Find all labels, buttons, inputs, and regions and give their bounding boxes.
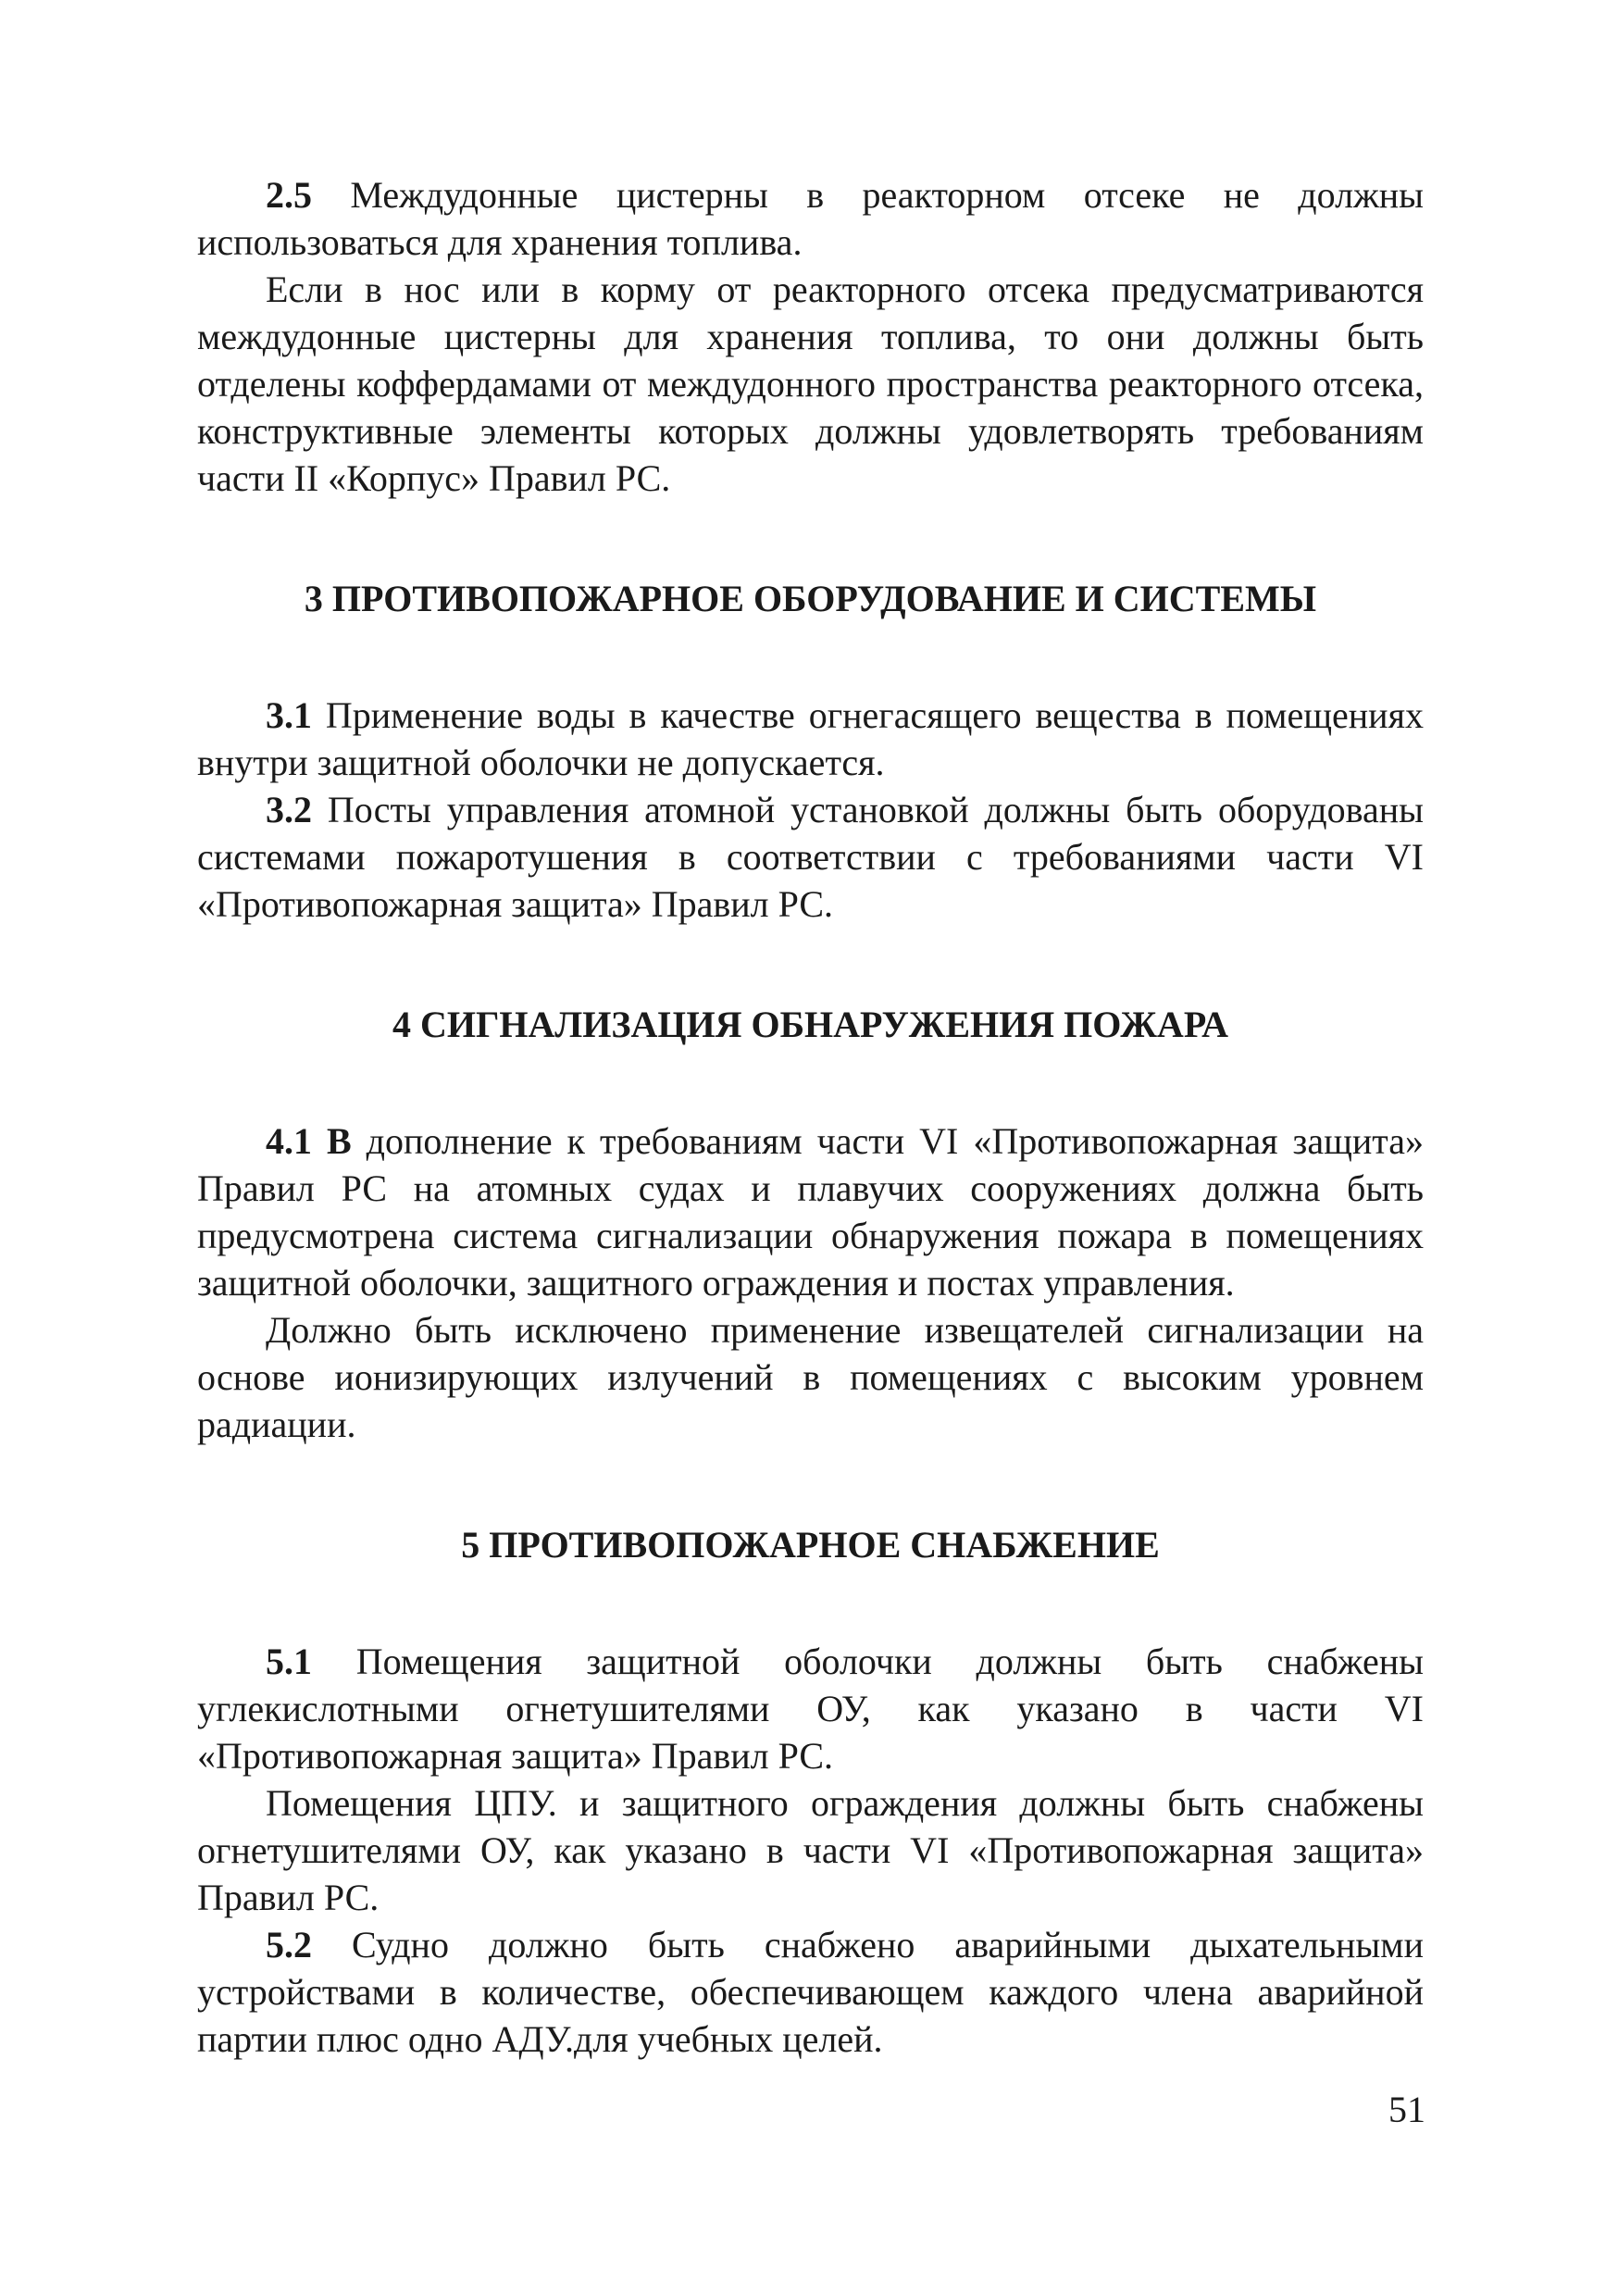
clause-number: 5.2 [266, 1924, 312, 1965]
paragraph-5-1-cont [197, 1779, 1424, 1921]
page-body [197, 171, 1424, 2063]
paragraph-4-1 [197, 1117, 1424, 1306]
paragraph-4-1-cont [197, 1306, 1424, 1448]
paragraph-text: Помещения ЦПУ. и защитного ограждения должны быть снабжены огнетушителями ОУ, как указано в части VI «Противопожарная защита» Правил РС. [197, 1782, 1424, 1918]
paragraph-text: Междудонные цистерны в реакторном отсеке не должны использоваться для хранения топлива. [197, 174, 1424, 263]
clause-number: 5.1 [266, 1641, 312, 1682]
paragraph-text: Посты управления атомной установкой должны быть оборудованы системами пожаротушения в соответствии с требованиями части VI «Противопожарная защита» Правил РС. [197, 789, 1424, 925]
clause-number: 3.1 [266, 694, 312, 736]
page-number: 51 [1388, 2089, 1425, 2130]
clause-number: 3.2 [266, 789, 312, 830]
paragraph-3-1 [197, 692, 1424, 786]
paragraph-text: Применение воды в качестве огнегасящего вещества в помещениях внутри защитной оболочки не допускается. [197, 694, 1424, 783]
section-heading-5: 5 ПРОТИВОПОЖАРНОЕ СНАБЖЕНИЕ [461, 1524, 1160, 1566]
paragraph-5-2 [197, 1921, 1424, 2063]
section-heading-3: 3 ПРОТИВОПОЖАРНОЕ ОБОРУДОВАНИЕ И СИСТЕМЫ [304, 578, 1317, 619]
paragraph-5-1 [197, 1638, 1424, 1779]
paragraph-2-5 [197, 171, 1424, 266]
clause-number: 2.5 [266, 174, 312, 216]
paragraph-3-2 [197, 786, 1424, 928]
paragraph-text: дополнение к требованиям части VI «Противопожарная защита» Правил РС на атомных судах и плавучих сооружениях должна быть предусмотрена система сигнализации обнаружения пожара в помещениях защитной оболочки, защитного ограждения и постах управления. [197, 1120, 1425, 1304]
paragraph-text: Помещения защитной оболочки должны быть снабжены углекислотными огнетушителями ОУ, как указано в части VI «Противопожарная защита» Правил РС. [197, 1641, 1424, 1777]
section-heading-4: 4 СИГНАЛИЗАЦИЯ ОБНАРУЖЕНИЯ ПОЖАРА [392, 1004, 1229, 1045]
paragraph-text: Судно должно быть снабжено аварийными дыхательными устройствами в количестве, обеспечивающем каждого члена аварийной партии плюс одно АДУ.для учебных целей. [197, 1924, 1424, 2060]
paragraph-2-5-cont [197, 266, 1424, 502]
paragraph-text: Должно быть исключено применение извещателей сигнализации на основе ионизирующих излучений в помещениях с высоким уровнем радиации. [197, 1309, 1424, 1445]
paragraph-text: Если в нос или в корму от реакторного отсека предусматриваются междудонные цистерны для хранения топлива, то они должны быть отделены коффердамами от междудонного пространства реакторного отсека, конструктивные элементы которых должны удовлетворять требованиям части II «Корпус» Правил РС. [197, 268, 1424, 499]
clause-number: 4.1 В [266, 1120, 352, 1162]
